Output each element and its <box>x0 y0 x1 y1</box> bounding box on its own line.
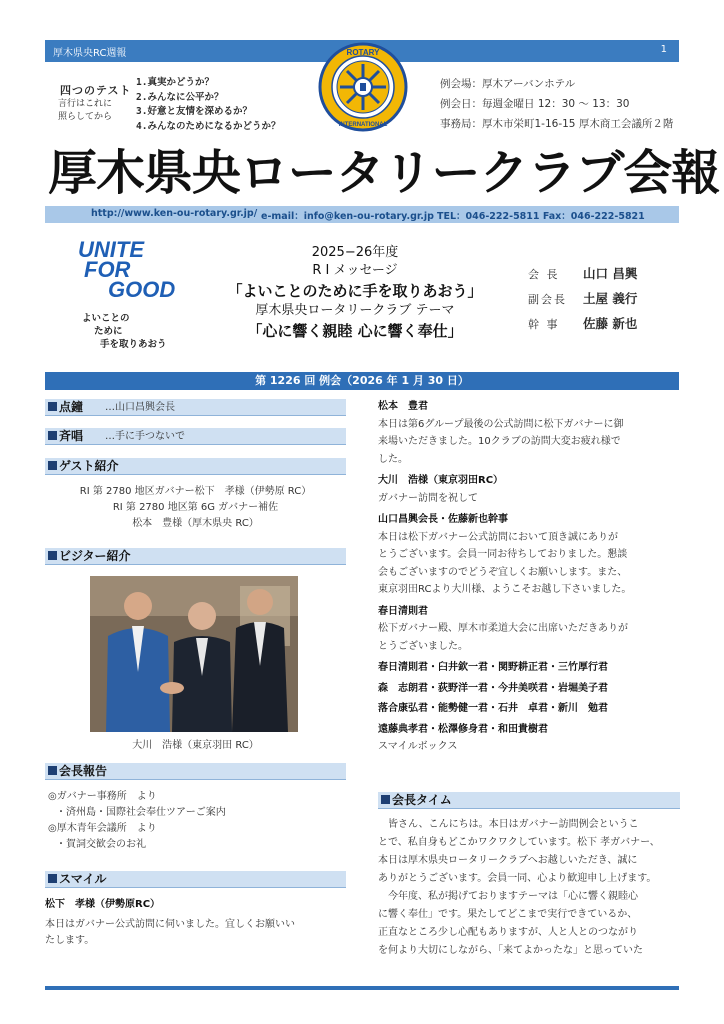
four-test-item: 4.みんなのためになるかどうか？ <box>136 120 281 132</box>
smile-name: 大川 浩様（東京羽田RC） <box>378 475 504 486</box>
rotary-emblem-logo <box>318 42 408 132</box>
photo-caption: 大川 浩様（東京羽田 RC） <box>132 740 259 751</box>
member-names-line: 森 志朗君・荻野洋一君・今井美咲君・岩堀美子君 <box>378 682 608 694</box>
smile-text-line: 本日は松下ガバナー公式訪問において頂き誠にありが <box>378 531 618 543</box>
meeting-info <box>440 74 673 134</box>
smile-text-line: 来場いただきました。10クラブの訪問大変お疲れ様で <box>378 436 621 447</box>
email-link[interactable]: e-mail：info@ken-ou-rotary.gr.jp <box>261 211 434 222</box>
section-marker-icon <box>48 766 57 775</box>
section-president-time <box>378 792 680 809</box>
website-link[interactable]: http://www.ken-ou-rotary.gr.jp/ <box>91 208 258 219</box>
meeting-number-bar: 第 1226 回 例会（2026 年 1 月 30 日） <box>45 372 679 390</box>
smile-text-line: 本日はガバナー公式訪問に伺いました。宜しくお願いい <box>45 919 295 930</box>
smile-text-line: ガバナー訪問を祝して <box>378 492 478 504</box>
smile-name: 春日清則君 <box>378 605 428 617</box>
smile-text-line: たします。 <box>45 935 95 946</box>
smile-text-line: 本日は第6グループ最後の公式訪問に松下ガバナーに御 <box>378 418 624 430</box>
smile-entry <box>45 897 346 949</box>
unite-for-good-logo <box>78 237 176 302</box>
section-inline-text: …山口昌興会長 <box>105 402 175 413</box>
report-line: ◎ガバナー事務所 より <box>48 791 157 802</box>
president-time-line: に響く奉仕」です。果たしてどこまで実行できているか、 <box>378 909 638 920</box>
smile-messages <box>378 398 680 756</box>
four-test-title: 四つのテスト <box>60 84 132 97</box>
four-test-subtitle-line: 照らしてから <box>58 112 113 122</box>
president-time-line: 正直なところ少し心配もありますが、人と人とのつながり <box>378 927 638 938</box>
smile-name: 松下 孝様（伊勢原RC） <box>45 899 161 910</box>
footer-rule <box>45 986 679 990</box>
section-marker-icon <box>48 551 57 560</box>
guest-list <box>45 484 346 532</box>
section-marker-icon <box>48 874 57 883</box>
member-names-line: 落合康弘君・能勢健一君・石井 卓君・新川 勉君 <box>378 703 608 714</box>
section-title: 斉唱 <box>59 429 84 443</box>
newsletter-title: 厚木県央ロータリークラブ会報 <box>48 145 720 201</box>
officer-role: 会 長 <box>528 268 560 281</box>
section-title: 会長報告 <box>59 764 108 778</box>
unite-sub-line: ために <box>94 326 123 337</box>
smile-text-line: とうございました。 <box>378 640 468 652</box>
four-test-item: 2.みんなに公平か？ <box>136 91 224 103</box>
section-guest <box>45 458 346 475</box>
officer-row <box>528 287 637 312</box>
officer-name: 佐藤 新也 <box>583 316 638 331</box>
emblem-text-top: ROTARY <box>346 48 380 57</box>
office-address: 事務局：厚木市栄町1-16-15 厚木商工会議所２階 <box>440 118 674 130</box>
section-title: ビジター紹介 <box>59 549 131 563</box>
meeting-place: 例会場：厚木アーバンホテル <box>440 78 576 90</box>
four-test-item: 1.真実かどうか？ <box>136 77 214 88</box>
phone-fax: TEL：046-222-5811 Fax：046-222-5821 <box>437 211 645 222</box>
visitor-photo <box>90 576 298 732</box>
guest-line: 松本 豊様（厚木県央 RC） <box>132 518 259 529</box>
meeting-day: 例会日：毎週金曜日 12：30 〜 13：30 <box>440 98 630 110</box>
officer-row <box>528 312 637 337</box>
guest-line: RI 第 2780 地区ガバナー松下 孝様（伊勢原 RC） <box>79 486 312 497</box>
president-time-line: とで、私自身もどこかワクワクしています。松下 孝ガバナー、 <box>378 837 660 848</box>
section-smile <box>45 871 346 888</box>
section-title: 点鐘 <box>59 400 84 414</box>
ri-message: 「よいことのために手を取りあおう」 <box>227 282 483 300</box>
smile-text-line: 会もございますのでどうぞ宜しくお願いします。また、 <box>378 566 628 578</box>
smile-text-line: した。 <box>378 453 408 465</box>
ri-year: 2025−26年度 <box>311 245 399 260</box>
president-report-list <box>48 789 348 853</box>
officer-name: 土屋 義行 <box>583 291 638 306</box>
ri-message-block <box>200 244 510 342</box>
section-marker-icon <box>48 431 57 440</box>
guest-line: RI 第 2780 地区第 6G ガバナー補佐 <box>112 502 279 513</box>
section-marker-icon <box>381 795 390 804</box>
section-title: ゲスト紹介 <box>59 459 119 473</box>
section-marker-icon <box>48 461 57 470</box>
section-marker-icon <box>48 402 57 411</box>
smile-text-line: 松下ガバナー殿、厚木市柔道大会に出席いただきありが <box>378 623 628 634</box>
president-time-line: 本日は厚木県央ロータリークラブへお越しいただき、誠に <box>378 855 638 866</box>
unite-sub-line: よいことの <box>82 313 130 324</box>
smile-name: 松本 豊君 <box>378 401 428 412</box>
club-short-name: 厚木県央RC週報 <box>53 48 127 59</box>
club-theme: 「心に響く親睦 心に響く奉仕」 <box>247 322 463 340</box>
section-song <box>45 428 346 445</box>
president-time-line: ありがとうございます。会員一同、心より歓迎申し上げます。 <box>378 873 657 884</box>
officer-row <box>528 262 637 287</box>
unite-subtitle <box>82 312 167 351</box>
section-visitor <box>45 548 346 565</box>
member-names-line: 春日清則君・臼井欽一君・関野耕正君・三竹厚行君 <box>378 662 608 673</box>
four-test-list <box>136 76 280 134</box>
officer-role: 副会長 <box>528 293 567 306</box>
section-title: スマイル <box>59 872 107 886</box>
four-test-subtitle-line: 言行はこれに <box>58 99 113 109</box>
section-inline-text: …手に手つないで <box>105 431 185 442</box>
officer-role: 幹 事 <box>528 318 560 331</box>
officers-list <box>528 262 637 337</box>
smile-box-label: スマイルボックス <box>378 741 458 752</box>
smile-text-line: 東京羽田RCより大川様、ようこそお越し下さいました。 <box>378 584 632 595</box>
club-theme-label: 厚木県央ロータリークラブ テーマ <box>255 303 455 318</box>
president-time-line: 皆さん、こんにちは。本日はガバナー訪問例会というこ <box>378 819 639 830</box>
report-line: ・済州島・国際社会奉仕ツアーご案内 <box>56 807 226 818</box>
unite-sub-line: 手を取りあおう <box>100 339 167 350</box>
president-time-line: 今年度、私が掲げておりますテーマは「心に響く親睦心 <box>378 891 638 902</box>
ri-message-label: R I メッセージ <box>312 263 398 278</box>
section-president-report <box>45 763 346 780</box>
report-line: ◎厚木青年会議所 より <box>48 823 157 834</box>
president-time-line: を何より大切にしながら、「来てよかったな」と思っていた <box>378 945 643 956</box>
unite-line: FOR <box>84 257 131 282</box>
unite-line: GOOD <box>108 277 176 302</box>
smile-text-line: とうございます。会員一同お待ちしておりました。懇談 <box>378 549 628 560</box>
unite-line: UNITE <box>78 237 144 262</box>
section-bell <box>45 399 346 416</box>
smile-name: 山口昌興会長・佐藤新也幹事 <box>378 514 508 525</box>
officer-name: 山口 昌興 <box>583 266 638 281</box>
four-test-subtitle <box>58 98 112 124</box>
section-title: 会長タイム <box>392 793 452 807</box>
report-line: ・賀詞交歓会のお礼 <box>56 839 146 850</box>
contact-bar <box>45 206 679 223</box>
member-names-line: 遠藤典孝君・松澤修身君・和田貴樹君 <box>378 723 548 735</box>
emblem-text-bottom: INTERNATIONAL <box>338 122 388 128</box>
president-time-text <box>378 816 680 960</box>
page-number: 1 <box>660 44 667 55</box>
four-test-item: 3.好意と友情を深めるか？ <box>136 106 252 117</box>
